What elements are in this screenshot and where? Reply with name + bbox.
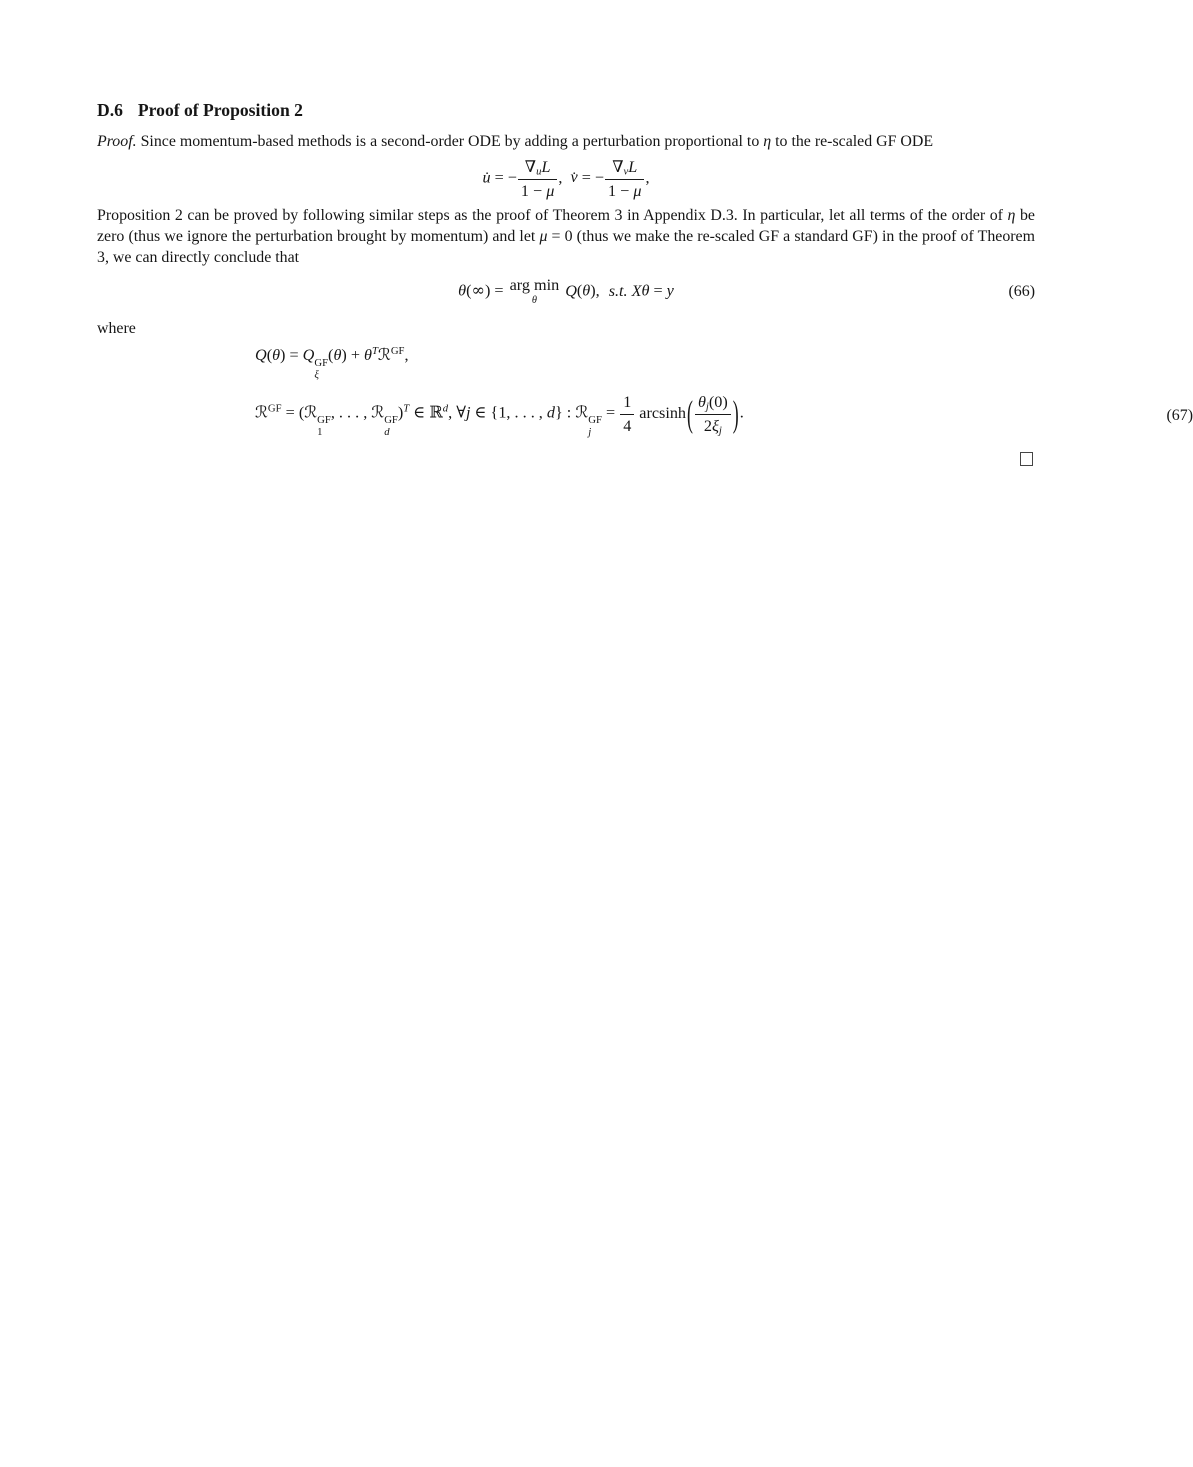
math-L: L bbox=[541, 158, 551, 176]
fraction-denominator: 4 bbox=[623, 417, 632, 435]
math-theta: θ bbox=[458, 281, 467, 300]
math-relation: = bbox=[285, 346, 303, 365]
math-X: X bbox=[631, 281, 642, 300]
math-token: , bbox=[595, 281, 600, 300]
math-token: , bbox=[645, 168, 650, 187]
superscript-GF: GF bbox=[390, 345, 405, 358]
fraction-denominator bbox=[605, 180, 644, 201]
argmin-operator bbox=[510, 277, 560, 306]
argmin-label: arg min bbox=[509, 276, 560, 295]
math-eta: η bbox=[1007, 207, 1016, 225]
math-token: . bbox=[739, 403, 744, 422]
math-token: = ( bbox=[281, 403, 305, 422]
math-mu: μ bbox=[539, 228, 548, 246]
double-struck-R-symbol: ℝ bbox=[429, 402, 443, 422]
math-token: ) bbox=[397, 403, 404, 422]
equation-67-line-1 bbox=[255, 345, 1035, 381]
superscript-GF: GF bbox=[588, 414, 602, 427]
math-Q: Q bbox=[302, 346, 315, 365]
math-token: ( bbox=[328, 346, 334, 365]
superscript-GF: GF bbox=[317, 414, 331, 427]
supsub-stack-R1 bbox=[317, 414, 331, 439]
math-xi: ξ bbox=[711, 417, 719, 435]
math-relation: = bbox=[601, 403, 620, 422]
math-theta: θ bbox=[582, 281, 591, 300]
math-relation: = − bbox=[490, 168, 517, 187]
such-that-label: s.t. bbox=[608, 281, 628, 300]
equation-number-66: (66) bbox=[1008, 282, 1035, 300]
section-title: Proof of Proposition 2 bbox=[137, 100, 303, 120]
script-R-symbol: ℛ bbox=[377, 345, 391, 365]
math-token: + bbox=[346, 346, 365, 365]
math-token: 1 − bbox=[520, 181, 547, 200]
fraction-nabla-v bbox=[605, 157, 644, 200]
equation-67-block bbox=[97, 345, 1193, 439]
math-separator: , bbox=[558, 168, 567, 187]
infinity-symbol: ∞ bbox=[471, 280, 485, 300]
script-R-symbol: ℛ bbox=[575, 402, 589, 422]
math-token: ) bbox=[484, 281, 491, 300]
display-equation-ode bbox=[97, 157, 1035, 200]
superscript-T: T bbox=[403, 402, 410, 415]
math-token: (0) bbox=[708, 393, 728, 412]
math-mu: μ bbox=[546, 181, 555, 200]
paragraph-text: to the re-scaled GF ODE bbox=[771, 133, 934, 150]
paragraph-text: be zero (thus we ignore the perturbation brought by momentum) and let bbox=[97, 207, 1035, 246]
supsub-stack-Rj bbox=[588, 414, 602, 439]
math-theta: θ bbox=[641, 281, 650, 300]
superscript-GF: GF bbox=[384, 414, 398, 427]
equation-66 bbox=[97, 277, 1035, 306]
subscript-j: j bbox=[588, 426, 592, 439]
math-token: ) bbox=[590, 281, 596, 300]
supsub-stack-Q bbox=[314, 357, 328, 382]
subscript-u: u bbox=[536, 165, 542, 178]
fraction-numerator: 1 bbox=[620, 392, 634, 415]
nabla-symbol: ∇ bbox=[524, 157, 537, 176]
math-relation: = − bbox=[577, 168, 605, 187]
math-d: d bbox=[546, 403, 555, 422]
supsub-stack-Rd bbox=[384, 414, 398, 439]
math-token: } : bbox=[554, 403, 576, 422]
math-token: ( bbox=[266, 346, 273, 365]
paragraph-text: = 0 bbox=[547, 228, 573, 246]
big-right-paren: ) bbox=[732, 392, 739, 434]
math-token: , bbox=[404, 346, 409, 365]
fraction-denominator bbox=[518, 180, 557, 201]
section-heading bbox=[97, 99, 1035, 121]
math-theta: θ bbox=[272, 346, 281, 365]
subscript-v: v bbox=[623, 165, 629, 178]
math-j: j bbox=[465, 403, 471, 422]
math-eta: η bbox=[763, 133, 772, 150]
paragraph-text: (thus we make the re-scaled GF a standard GF) in the proof of Theorem 3, we can directly conclude that bbox=[97, 228, 1035, 267]
fraction-theta-xi bbox=[695, 392, 731, 435]
equation-67-line-2 bbox=[255, 392, 1193, 439]
argmin-subscript: θ bbox=[531, 295, 537, 307]
superscript-GF: GF bbox=[267, 402, 282, 415]
superscript-T: T bbox=[371, 345, 378, 358]
fraction-one-quarter bbox=[620, 392, 634, 435]
script-R-symbol: ℛ bbox=[304, 402, 318, 422]
math-y: y bbox=[666, 281, 674, 300]
math-dots: , . . . , bbox=[330, 403, 372, 422]
nabla-symbol: ∇ bbox=[612, 157, 624, 176]
math-v-dot: v̇ bbox=[570, 168, 578, 187]
fraction-numerator bbox=[695, 392, 731, 415]
paragraph-text: Proposition 2 can be proved by following similar steps as the proof of Theorem 3 in Appendix D.3. In particular, let all terms of the order of bbox=[97, 207, 1008, 225]
math-theta: θ bbox=[333, 346, 342, 365]
equation-number-67: (67) bbox=[1166, 406, 1193, 424]
superscript-d: d bbox=[442, 402, 449, 415]
where-label: where bbox=[97, 320, 136, 338]
superscript-GF: GF bbox=[314, 356, 329, 369]
arcsinh-label: arcsinh bbox=[639, 403, 687, 422]
element-of-symbol: ∈ bbox=[409, 403, 430, 422]
math-token: , bbox=[448, 403, 457, 422]
math-theta: θ bbox=[697, 393, 706, 412]
fraction-nabla-u bbox=[518, 157, 557, 200]
math-token: ) bbox=[280, 346, 286, 365]
subscript-d: d bbox=[384, 426, 390, 439]
subscript-j: j bbox=[718, 424, 722, 437]
math-L: L bbox=[628, 158, 638, 176]
proof-paragraph bbox=[97, 131, 1035, 152]
math-theta: θ bbox=[364, 346, 372, 365]
math-u-dot: u̇ bbox=[482, 168, 491, 187]
paragraph-text: Since momentum-based methods is a second-order ODE by adding a perturbation proportional to bbox=[136, 133, 764, 150]
subscript-1: 1 bbox=[317, 426, 323, 439]
math-token: ( bbox=[466, 281, 472, 300]
math-Q: Q bbox=[565, 281, 577, 300]
math-token: 2 bbox=[703, 417, 712, 435]
proof-label: Proof. bbox=[97, 133, 137, 150]
math-token: ∈ {1, . . . , bbox=[470, 403, 547, 422]
math-token: ) bbox=[341, 346, 347, 365]
fraction-numerator bbox=[518, 157, 557, 180]
qed-box-icon bbox=[1020, 452, 1033, 466]
qed-row bbox=[97, 452, 1035, 466]
script-R-symbol: ℛ bbox=[371, 402, 385, 422]
conclusion-paragraph bbox=[97, 205, 1035, 268]
subscript-j: j bbox=[705, 401, 709, 414]
big-left-paren: ( bbox=[687, 392, 693, 434]
script-R-symbol: ℛ bbox=[255, 402, 268, 422]
section-number: D.6 bbox=[97, 100, 123, 120]
math-token: 1 − bbox=[608, 181, 634, 200]
math-token: ( bbox=[576, 281, 583, 300]
math-relation: = bbox=[490, 281, 508, 300]
math-relation: = bbox=[649, 281, 667, 300]
math-Q: Q bbox=[255, 346, 267, 365]
page-content bbox=[97, 99, 1193, 466]
forall-symbol: ∀ bbox=[456, 402, 466, 422]
math-mu: μ bbox=[633, 181, 642, 200]
fraction-denominator bbox=[695, 415, 731, 436]
fraction-numerator bbox=[605, 157, 644, 180]
subscript-xi: ξ bbox=[314, 369, 319, 382]
